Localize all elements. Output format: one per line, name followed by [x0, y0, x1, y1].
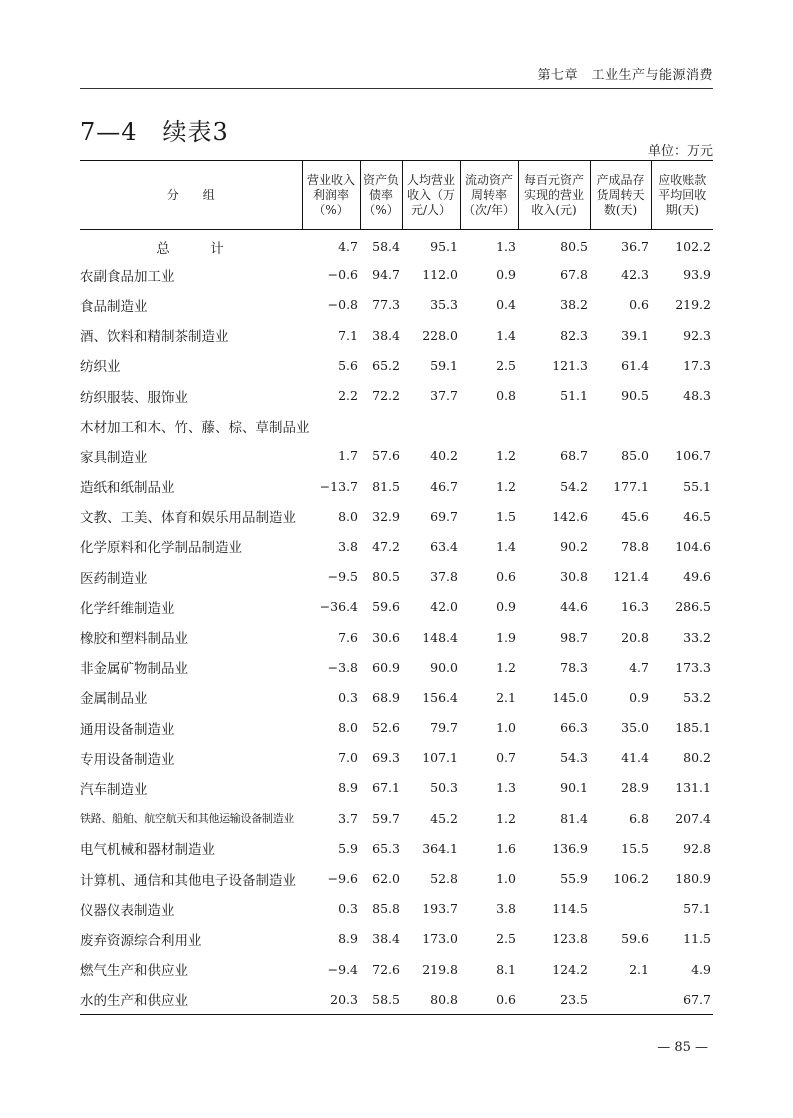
cell-value: 7.6 — [338, 629, 358, 645]
cell-value: 95.1 — [430, 239, 458, 255]
cell-value: 228.0 — [422, 327, 458, 343]
cell-value: 8.1 — [496, 961, 516, 977]
cell-value: 0.3 — [338, 901, 358, 917]
cell-value: 59.1 — [430, 357, 458, 373]
cell-value: 82.3 — [560, 327, 588, 343]
unit-label: 单位：万元 — [647, 144, 713, 159]
cell-value: 180.9 — [675, 871, 711, 887]
cell-value — [518, 411, 590, 441]
cell-value: 32.9 — [372, 508, 400, 524]
row-label: 通用设备制造业 — [80, 721, 175, 738]
cell-value: 2.5 — [496, 931, 516, 947]
cell-value: 6.8 — [629, 810, 649, 826]
row-label: 水的生产和供应业 — [80, 984, 302, 1014]
cell-value: 106.7 — [675, 448, 711, 464]
cell-value: 1.0 — [496, 871, 516, 887]
cell-value: 1.5 — [496, 508, 516, 524]
cell-value: 90.0 — [430, 659, 458, 675]
cell-value: 68.7 — [560, 448, 588, 464]
cell-value: 145.0 — [552, 689, 588, 705]
cell-value: 17.3 — [683, 357, 711, 373]
cell-value: 23.5 — [518, 984, 590, 1014]
cell-value: 80.8 — [402, 984, 460, 1014]
cell-value: 4.7 — [338, 239, 358, 255]
cell-value: 47.2 — [372, 538, 400, 554]
cell-value: 52.6 — [372, 720, 400, 736]
row-label: 金属制品业 — [80, 691, 148, 708]
cell-value: 67.8 — [560, 267, 588, 283]
cell-value: −0.6 — [327, 267, 358, 283]
cell-value: 42.3 — [621, 267, 649, 283]
cell-value: 65.2 — [372, 357, 400, 373]
cell-value: 40.2 — [430, 448, 458, 464]
cell-value: 58.4 — [372, 239, 400, 255]
row-label: 医药制造业 — [80, 570, 148, 587]
cell-value: 35.3 — [430, 297, 458, 313]
cell-value: 42.0 — [430, 599, 458, 615]
column-header-debt-ratio: 资产负债率（%） — [360, 161, 402, 230]
row-label: 计算机、通信和其他电子设备制造业 — [80, 872, 296, 889]
cell-value: 37.7 — [430, 388, 458, 404]
cell-value: 67.1 — [372, 780, 400, 796]
cell-value: 59.6 — [621, 931, 649, 947]
cell-value: −9.6 — [327, 871, 358, 887]
cell-value: 1.6 — [496, 840, 516, 856]
cell-value: 79.7 — [430, 720, 458, 736]
cell-value: 72.2 — [372, 388, 400, 404]
cell-value: 77.3 — [372, 297, 400, 313]
cell-value: 59.6 — [372, 599, 400, 615]
cell-value: 98.7 — [560, 629, 588, 645]
cell-value: 1.2 — [496, 478, 516, 494]
cell-value: 121.4 — [613, 569, 649, 585]
cell-value: 1.3 — [496, 239, 516, 255]
column-header-profit-margin: 营业收入利润率（%） — [302, 161, 360, 230]
row-label: 酒、饮料和精制茶制造业 — [80, 329, 229, 346]
cell-value: 185.1 — [675, 720, 711, 736]
table-row — [80, 924, 713, 954]
cell-value — [360, 411, 402, 441]
cell-value — [402, 411, 460, 441]
table-title: 7—4 续表3 — [80, 118, 229, 146]
cell-value: 92.8 — [683, 840, 711, 856]
table-row — [80, 803, 713, 833]
cell-value: 36.7 — [621, 239, 649, 255]
cell-value: 11.5 — [683, 931, 711, 947]
cell-value: 102.2 — [675, 239, 711, 255]
cell-value: 1.4 — [496, 327, 516, 343]
cell-value: 54.2 — [560, 478, 588, 494]
row-label: 家具制造业 — [80, 449, 148, 466]
cell-value — [460, 411, 518, 441]
cell-value: 0.6 — [496, 569, 516, 585]
table-row — [80, 411, 713, 441]
cell-value: 0.9 — [496, 599, 516, 615]
cell-value: 173.0 — [422, 931, 458, 947]
cell-value: 0.6 — [460, 984, 518, 1014]
cell-value: 3.8 — [338, 538, 358, 554]
cell-value: 38.2 — [560, 297, 588, 313]
cell-value — [651, 411, 713, 441]
cell-value: −0.8 — [327, 297, 358, 313]
row-label: 纺织服装、服饰业 — [80, 389, 188, 406]
table-row — [80, 471, 713, 501]
cell-value: 60.9 — [372, 659, 400, 675]
cell-value: 1.4 — [496, 538, 516, 554]
cell-value: 90.5 — [621, 388, 649, 404]
cell-value: 2.5 — [496, 357, 516, 373]
row-label: 造纸和纸制品业 — [80, 480, 175, 497]
cell-value: 15.5 — [621, 840, 649, 856]
cell-value: 45.6 — [621, 508, 649, 524]
cell-value: 2.1 — [629, 961, 649, 977]
cell-value: 1.2 — [496, 659, 516, 675]
cell-value: 30.6 — [372, 629, 400, 645]
cell-value: 65.3 — [372, 840, 400, 856]
cell-value: 90.2 — [560, 538, 588, 554]
cell-value: 39.1 — [621, 327, 649, 343]
cell-value: 52.8 — [430, 871, 458, 887]
cell-value: 55.1 — [683, 478, 711, 494]
row-label: 农副食品加工业 — [80, 268, 175, 285]
cell-value: 124.2 — [552, 961, 588, 977]
cell-value: 142.6 — [552, 508, 588, 524]
cell-value: 81.5 — [372, 478, 400, 494]
cell-value: 16.3 — [621, 599, 649, 615]
cell-value: 38.4 — [372, 931, 400, 947]
table-row — [80, 350, 713, 380]
cell-value: 1.2 — [496, 448, 516, 464]
table-row — [80, 290, 713, 320]
cell-value: 1.0 — [496, 720, 516, 736]
cell-value: 46.5 — [683, 508, 711, 524]
cell-value: 35.0 — [621, 720, 649, 736]
cell-value: 63.4 — [430, 538, 458, 554]
row-label: 铁路、船舶、航空航天和其他运输设备制造业 — [80, 812, 294, 826]
cell-value: 112.0 — [422, 267, 458, 283]
cell-value: 131.1 — [675, 780, 711, 796]
table-row — [80, 230, 713, 260]
cell-value: 219.2 — [675, 297, 711, 313]
table-row — [80, 501, 713, 531]
table-row — [80, 441, 713, 471]
cell-value: 46.7 — [430, 478, 458, 494]
table-row — [80, 320, 713, 350]
cell-value: 72.6 — [372, 961, 400, 977]
cell-value: 55.9 — [560, 871, 588, 887]
column-header-group: 分 组 — [80, 161, 302, 230]
cell-value: 207.4 — [675, 810, 711, 826]
cell-value: 219.8 — [422, 961, 458, 977]
cell-value: 45.2 — [430, 810, 458, 826]
table-body — [80, 230, 713, 1015]
cell-value: −9.5 — [327, 569, 358, 585]
column-header-revenue-per-100-assets: 每百元资产实现的营业收入(元) — [518, 161, 590, 230]
table-row — [80, 743, 713, 773]
row-label: 非金属矿物制品业 — [80, 661, 188, 678]
cell-value: 51.1 — [560, 388, 588, 404]
cell-value: 7.0 — [338, 750, 358, 766]
cell-value: 1.9 — [496, 629, 516, 645]
cell-value: 78.8 — [621, 538, 649, 554]
header-divider — [80, 88, 713, 89]
row-label: 木材加工和木、竹、藤、棕、草制品业 — [80, 419, 310, 436]
cell-value: 0.6 — [629, 297, 649, 313]
table-row — [80, 773, 713, 803]
cell-value: 3.8 — [496, 901, 516, 917]
cell-value: 123.8 — [552, 931, 588, 947]
cell-value — [590, 411, 651, 441]
table-row — [80, 894, 713, 924]
cell-value — [590, 984, 651, 1014]
cell-value: 4.9 — [691, 961, 711, 977]
cell-value: 49.6 — [683, 569, 711, 585]
cell-value: 107.1 — [422, 750, 458, 766]
cell-value: 50.3 — [430, 780, 458, 796]
table-row — [80, 531, 713, 561]
cell-value: 80.5 — [372, 569, 400, 585]
cell-value: 37.8 — [430, 569, 458, 585]
cell-value: 8.9 — [338, 931, 358, 947]
table-row — [80, 622, 713, 652]
cell-value: 5.9 — [338, 840, 358, 856]
cell-value: 66.3 — [560, 720, 588, 736]
cell-value: 92.3 — [683, 327, 711, 343]
row-label: 汽车制造业 — [80, 781, 148, 798]
cell-value: 28.9 — [621, 780, 649, 796]
table-row — [80, 260, 713, 290]
cell-value — [590, 894, 651, 924]
cell-value: 69.7 — [430, 508, 458, 524]
cell-value: 41.4 — [621, 750, 649, 766]
cell-value: 148.4 — [422, 629, 458, 645]
cell-value: −3.8 — [327, 659, 358, 675]
cell-value: 58.5 — [360, 984, 402, 1014]
cell-value: 136.9 — [552, 840, 588, 856]
row-label: 橡胶和塑料制品业 — [80, 631, 188, 648]
cell-value: 2.2 — [338, 388, 358, 404]
cell-value: 57.6 — [372, 448, 400, 464]
cell-value: 173.3 — [675, 659, 711, 675]
cell-value: 44.6 — [560, 599, 588, 615]
cell-value: 104.6 — [675, 538, 711, 554]
cell-value: 0.9 — [496, 267, 516, 283]
cell-value: 62.0 — [372, 871, 400, 887]
table-row — [80, 954, 713, 984]
table-row — [80, 592, 713, 622]
row-label: 电气机械和器材制造业 — [80, 842, 215, 859]
table-row — [80, 652, 713, 682]
cell-value: 0.9 — [629, 689, 649, 705]
cell-value: 0.8 — [496, 388, 516, 404]
cell-value: 80.2 — [683, 750, 711, 766]
cell-value: 59.7 — [372, 810, 400, 826]
row-label: 化学纤维制造业 — [80, 600, 175, 617]
cell-value: 286.5 — [675, 599, 711, 615]
cell-value: 364.1 — [422, 840, 458, 856]
cell-value: 85.8 — [372, 901, 400, 917]
cell-value: 81.4 — [560, 810, 588, 826]
cell-value — [302, 411, 360, 441]
cell-value: 20.3 — [302, 984, 360, 1014]
cell-value: 93.9 — [683, 267, 711, 283]
cell-value: 80.5 — [560, 239, 588, 255]
cell-value: 61.4 — [621, 357, 649, 373]
cell-value: 53.2 — [683, 689, 711, 705]
cell-value: 193.7 — [422, 901, 458, 917]
cell-value: 4.7 — [629, 659, 649, 675]
cell-value: 68.9 — [372, 689, 400, 705]
cell-value: 8.9 — [338, 780, 358, 796]
cell-value: 38.4 — [372, 327, 400, 343]
cell-value: 94.7 — [372, 267, 400, 283]
table-row — [80, 682, 713, 712]
cell-value: 0.7 — [496, 750, 516, 766]
cell-value: −36.4 — [319, 599, 358, 615]
column-header-revenue-per-capita: 人均营业收入（万元/人） — [402, 161, 460, 230]
cell-value: −13.7 — [319, 478, 358, 494]
cell-value: 85.0 — [621, 448, 649, 464]
row-label: 纺织业 — [80, 359, 121, 376]
row-label: 文教、工美、体育和娱乐用品制造业 — [80, 510, 296, 527]
column-header-receivable-days: 应收账款平均回收期(天) — [651, 161, 713, 230]
row-label: 食品制造业 — [80, 298, 148, 315]
cell-value: 121.3 — [552, 357, 588, 373]
cell-value: 7.1 — [338, 327, 358, 343]
cell-value: 1.3 — [496, 780, 516, 796]
cell-value: 177.1 — [613, 478, 649, 494]
row-label: 总 计 — [156, 240, 224, 257]
cell-value: 8.0 — [338, 508, 358, 524]
cell-value: 20.8 — [621, 629, 649, 645]
cell-value: 0.3 — [338, 689, 358, 705]
cell-value: 2.1 — [496, 689, 516, 705]
row-label: 专用设备制造业 — [80, 751, 175, 768]
chapter-header: 第七章 工业生产与能源消费 — [537, 68, 713, 83]
cell-value: 54.3 — [560, 750, 588, 766]
cell-value: 5.6 — [338, 357, 358, 373]
cell-value: 78.3 — [560, 659, 588, 675]
cell-value: 1.7 — [338, 448, 358, 464]
cell-value: −9.4 — [327, 961, 358, 977]
table-row — [80, 713, 713, 743]
statistics-table — [80, 160, 713, 1015]
column-header-inventory-days: 产成品存货周转天数(天) — [590, 161, 651, 230]
cell-value: 156.4 — [422, 689, 458, 705]
cell-value: 114.5 — [552, 901, 588, 917]
row-label: 废弃资源综合利用业 — [80, 932, 202, 949]
row-label: 燃气生产和供应业 — [80, 963, 188, 980]
cell-value: 69.3 — [372, 750, 400, 766]
table-row — [80, 984, 713, 1014]
cell-value: 30.8 — [560, 569, 588, 585]
page-number: — 85 — — [657, 1040, 708, 1055]
column-header-asset-turnover: 流动资产周转率（次/年） — [460, 161, 518, 230]
cell-value: 33.2 — [683, 629, 711, 645]
cell-value: 67.7 — [651, 984, 713, 1014]
cell-value: 0.4 — [496, 297, 516, 313]
cell-value: 8.0 — [338, 720, 358, 736]
table-row — [80, 380, 713, 410]
row-label: 化学原料和化学制品制造业 — [80, 540, 242, 557]
row-label: 仪器仪表制造业 — [80, 902, 175, 919]
table-row — [80, 863, 713, 893]
cell-value: 57.1 — [683, 901, 711, 917]
cell-value: 106.2 — [613, 871, 649, 887]
cell-value: 1.2 — [496, 810, 516, 826]
cell-value: 3.7 — [338, 810, 358, 826]
cell-value: 48.3 — [683, 388, 711, 404]
table-header-row — [80, 161, 713, 230]
table-row — [80, 833, 713, 863]
table-row — [80, 562, 713, 592]
cell-value: 90.1 — [560, 780, 588, 796]
